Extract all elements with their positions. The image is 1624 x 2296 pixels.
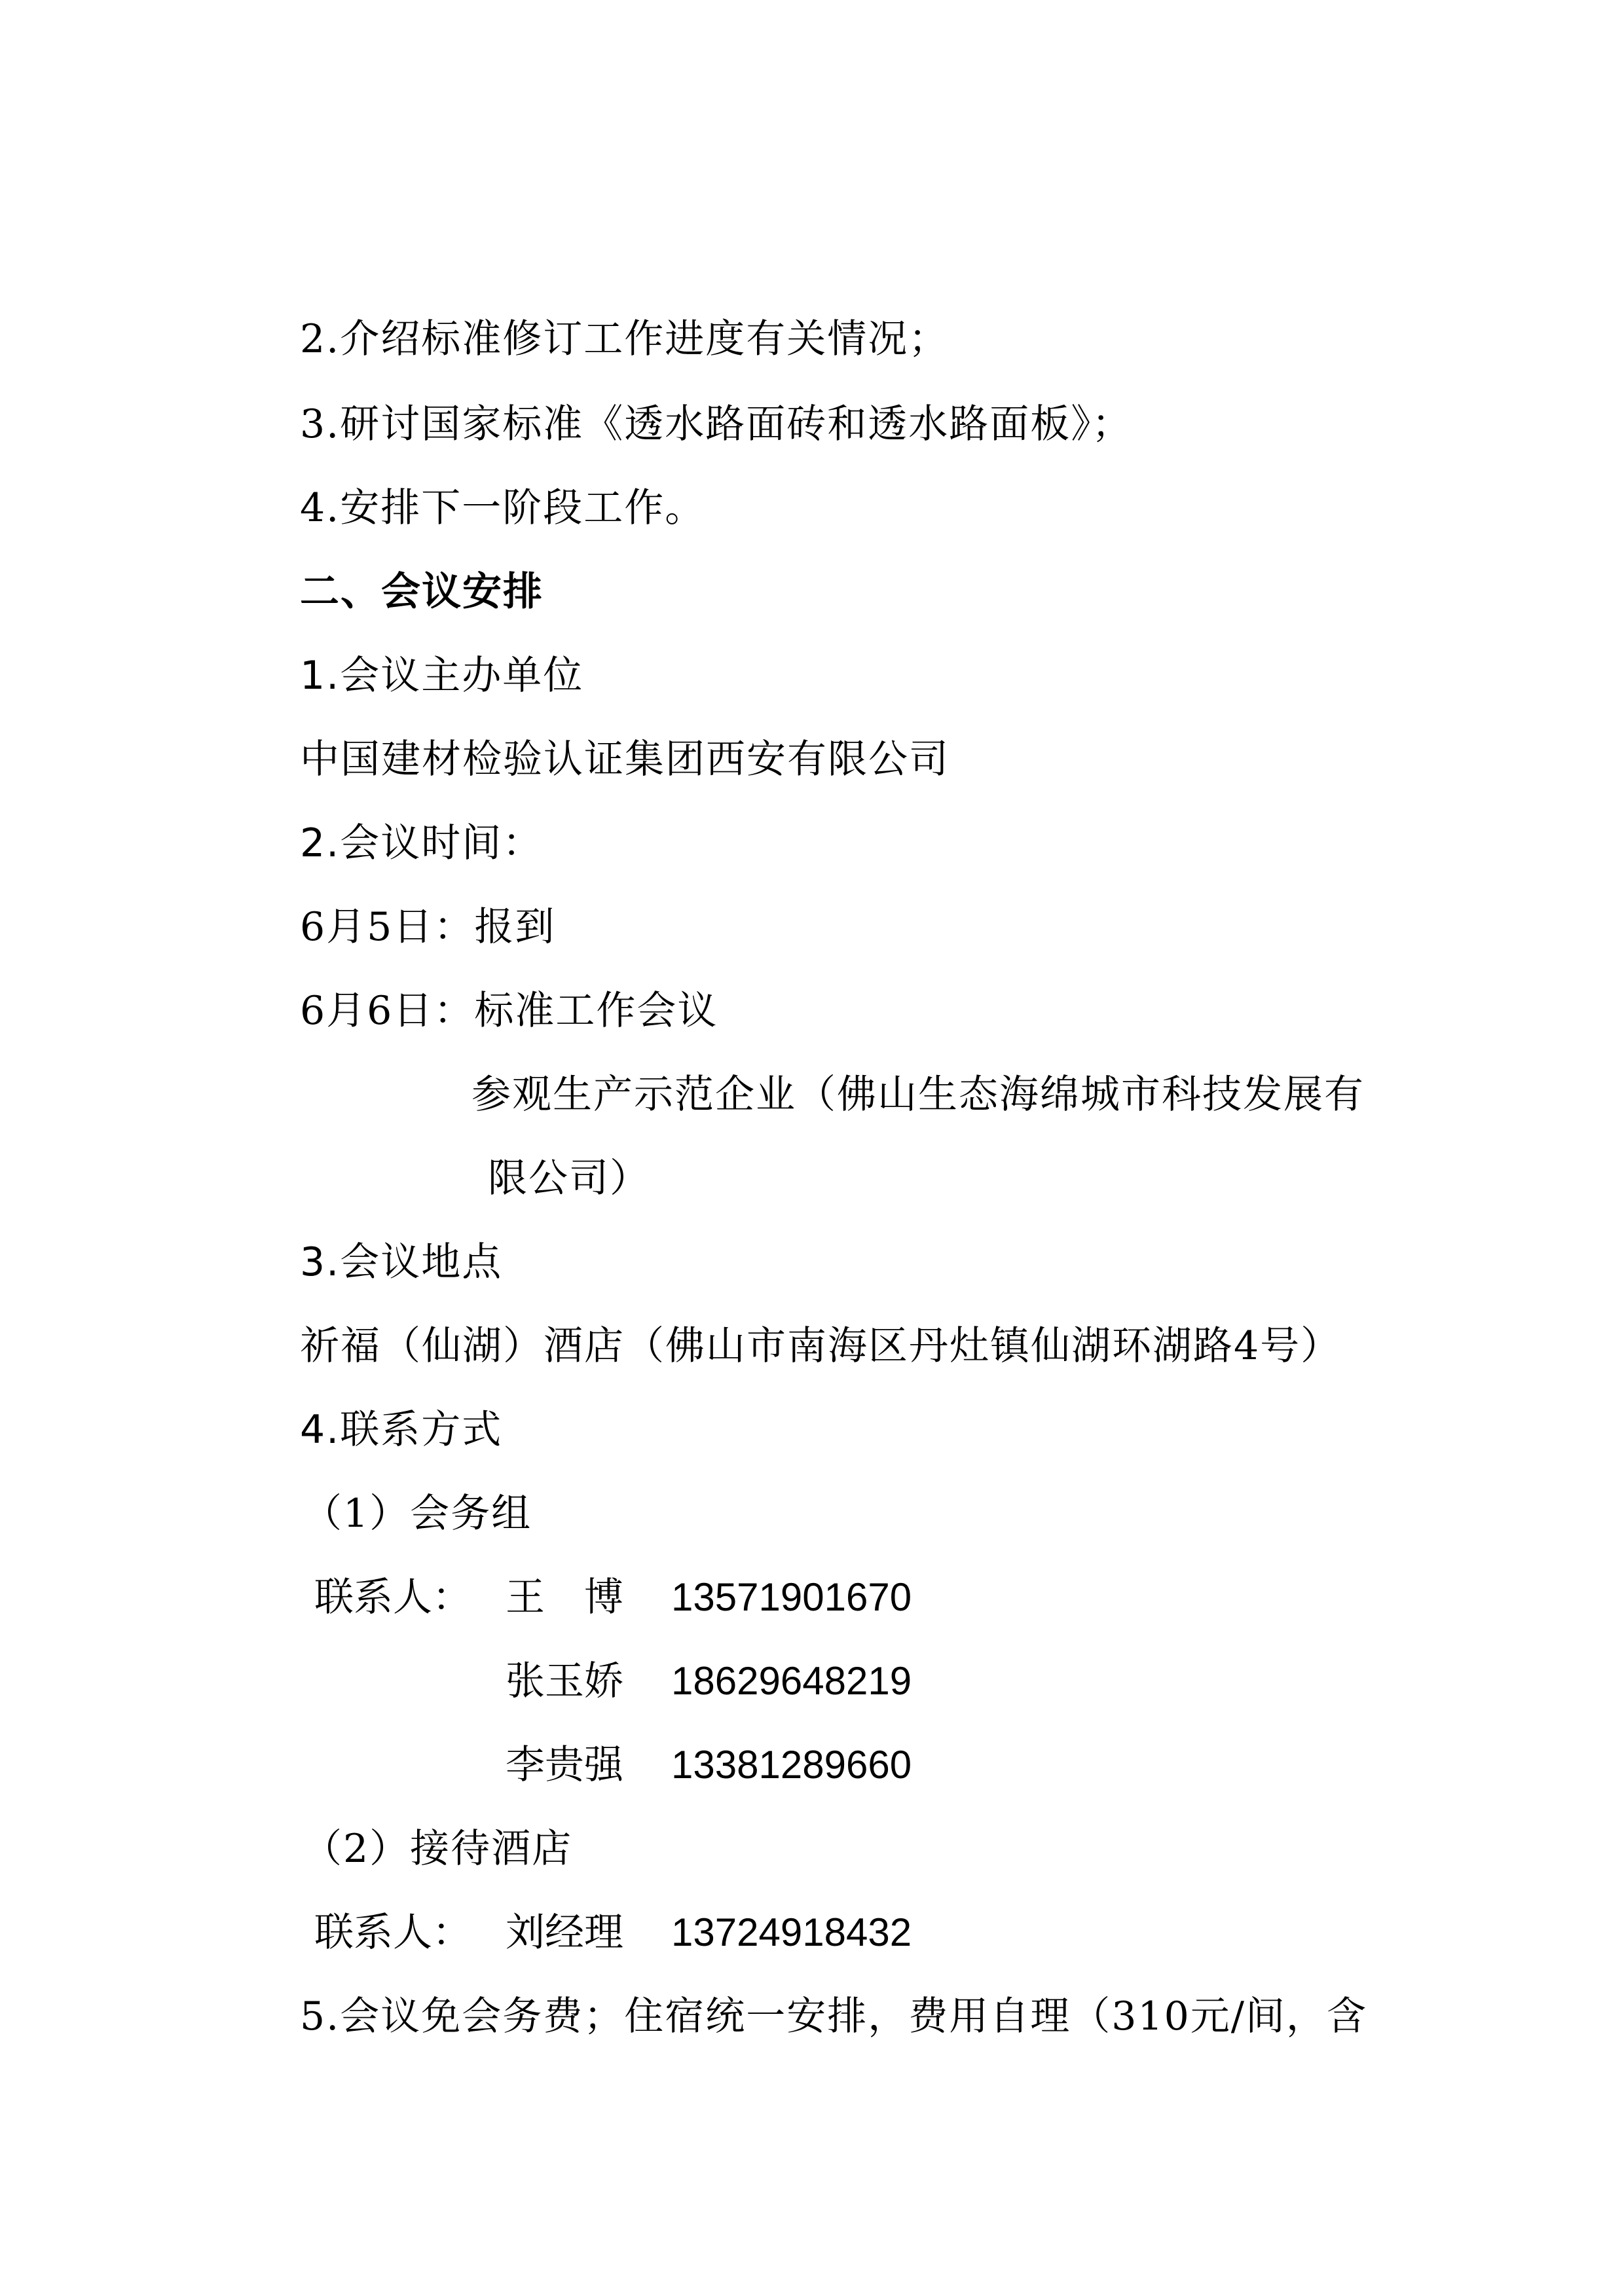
agenda-item-4: 4.安排下一阶段工作。 (300, 485, 706, 531)
contact-name: 张玉娇 (506, 1658, 623, 1704)
contact-phone: 18629648219 (671, 1659, 912, 1703)
section-2-title: 二、会议安排 (300, 569, 544, 615)
contact-heading: 4.联系方式 (300, 1407, 503, 1453)
contact-name: 刘经理 (506, 1910, 623, 1956)
time-day1: 6月5日：报到 (300, 904, 556, 950)
organizer-heading: 1.会议主办单位 (300, 653, 584, 699)
fee-text: 5.会议免会务费；住宿统一安排，费用自理（310元/间，含 (300, 1994, 1367, 2039)
contact-phone: 13571901670 (671, 1575, 912, 1619)
time-day2: 6月6日：标准工作会议 (300, 988, 718, 1034)
venue-heading: 3.会议地点 (300, 1239, 503, 1285)
contact-label: 联系人： (314, 1575, 471, 1620)
organizer-text: 中国建材检验认证集团西安有限公司 (300, 737, 950, 782)
venue-text: 祈福（仙湖）酒店（佛山市南海区丹灶镇仙湖环湖路4号） (300, 1323, 1342, 1369)
contact-group1-title: （1）会务组 (303, 1491, 532, 1537)
time-heading: 2.会议时间： (300, 820, 544, 866)
contact-phone: 13724918432 (671, 1910, 912, 1954)
contact-phone: 13381289660 (671, 1743, 912, 1787)
time-visit-line1: 参观生产示范企业（佛山生态海绵城市科技发展有 (471, 1072, 1365, 1118)
contact-group2-title: （2）接待酒店 (303, 1826, 573, 1872)
agenda-item-2: 2.介绍标准修订工作进度有关情况； (300, 316, 950, 362)
agenda-item-3: 3.研讨国家标准《透水路面砖和透水路面板》； (300, 401, 1133, 447)
time-visit-line2: 限公司） (488, 1156, 650, 1201)
contact-name: 王 博 (506, 1575, 623, 1620)
contact-name: 李贵强 (506, 1742, 623, 1788)
contact-label: 联系人： (314, 1910, 471, 1956)
